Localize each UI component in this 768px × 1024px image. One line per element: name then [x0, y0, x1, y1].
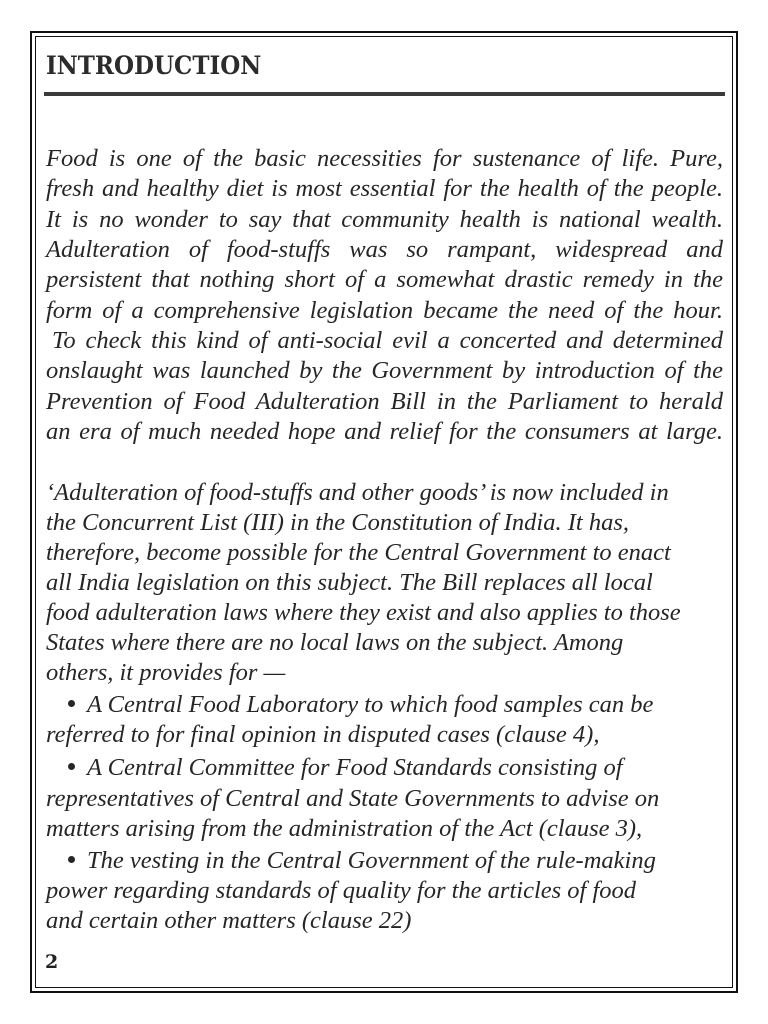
paragraph-1-line: onslaught was launched by the Government by introduction of the — [46, 357, 723, 384]
bullet-icon — [68, 856, 75, 863]
paragraph-1-line: fresh and healthy diet is most essential for the health of the people. — [46, 175, 723, 202]
bullet-item — [46, 846, 656, 876]
paragraph-2-line: ‘Adulteration of food-stuffs and other goods’ is now included in — [46, 479, 669, 506]
bullet-icon — [68, 700, 75, 707]
bullet-item — [46, 753, 623, 783]
paragraph-2-line: all India legislation on this subject. The Bill replaces all local — [46, 569, 653, 596]
bullet-continuation: referred to for final opinion in disputed cases (clause 4), — [46, 721, 600, 748]
page-number: 2 — [45, 951, 59, 973]
section-heading: INTRODUCTION — [46, 51, 262, 80]
bullet-text: A Central Food Laboratory to which food samples can be — [87, 691, 654, 718]
paragraph-1-line: Prevention of Food Adulteration Bill in the Parliament to herald — [46, 388, 723, 415]
bullet-item — [46, 690, 653, 720]
bullet-icon — [68, 763, 75, 770]
paragraph-1-line: persistent that nothing short of a somewhat drastic remedy in the — [46, 266, 723, 293]
paragraph-2-line: others, it provides for — — [46, 659, 286, 686]
paragraph-2-line: States where there are no local laws on the subject. Among — [46, 629, 624, 656]
heading-rule — [44, 92, 725, 96]
paragraph-1-line: Food is one of the basic necessities for sustenance of life. Pure, — [46, 145, 723, 172]
paragraph-1-line: To check this kind of anti-social evil a concerted and determined — [52, 327, 723, 354]
paragraph-1-line: It is no wonder to say that community health is national wealth. — [46, 206, 723, 233]
paragraph-1-line: Adulteration of food-stuffs was so rampant, widespread and — [46, 236, 723, 263]
paragraph-1-line: form of a comprehensive legislation became the need of the hour. — [46, 297, 723, 324]
bullet-continuation: power regarding standards of quality for the articles of food — [46, 877, 637, 904]
paragraph-2-line: therefore, become possible for the Central Government to enact — [46, 539, 671, 566]
bullet-continuation: and certain other matters (clause 22) — [46, 907, 412, 934]
paragraph-1-line: an era of much needed hope and relief for the consumers at large. — [46, 418, 723, 445]
paragraph-2-line: the Concurrent List (III) in the Constitution of India. It has, — [46, 509, 629, 536]
bullet-continuation: representatives of Central and State Governments to advise on — [46, 785, 660, 812]
bullet-text: The vesting in the Central Government of the rule-making — [87, 847, 656, 874]
bullet-text: A Central Committee for Food Standards consisting of — [87, 754, 623, 781]
bullet-continuation: matters arising from the administration of the Act (clause 3), — [46, 815, 643, 842]
paragraph-2-line: food adulteration laws where they exist and also applies to those — [46, 599, 681, 626]
